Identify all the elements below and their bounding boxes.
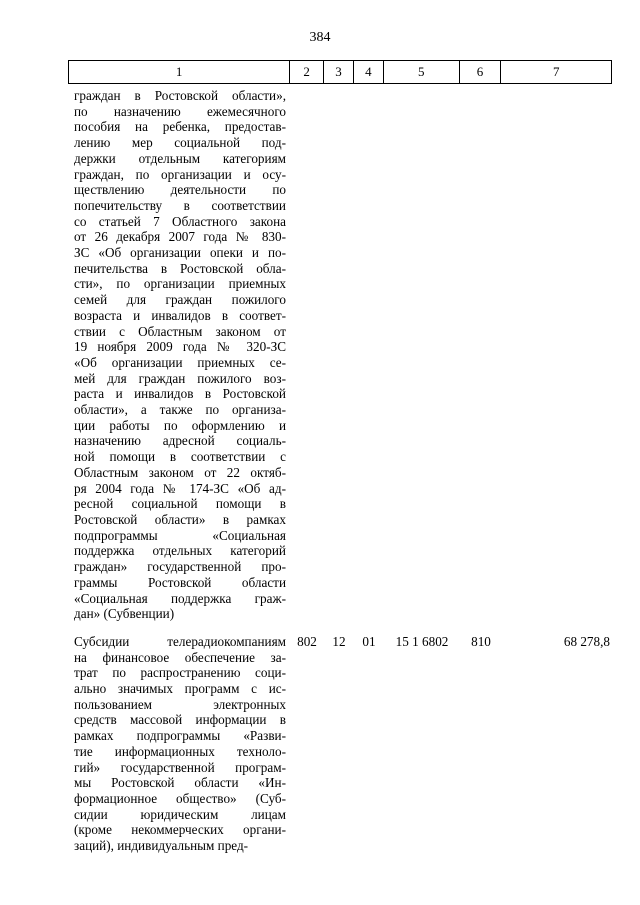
cell-amount: 68 278,8 (563, 633, 610, 649)
description-line: ции работы по оформлению и (74, 417, 286, 433)
description-line: возраста и инвалидов в соответ- (74, 307, 286, 323)
description-line: «Об организации приемных се- (74, 354, 286, 370)
column-header-3: 3 (324, 61, 354, 83)
description-line: по назначению ежемесячного (74, 103, 286, 119)
description-line: Субсидии телерадиокомпаниям (74, 633, 286, 649)
description-line: граждан, по организации и осу- (74, 166, 286, 182)
description-line: 19 ноября 2009 года № 320-ЗС (74, 339, 286, 355)
description-line: средств массовой информации в (74, 712, 286, 728)
description-line: сти», по организации приемных (74, 276, 286, 292)
description-line: рамках подпрограммы «Разви- (74, 728, 286, 744)
description-line: печительства в Ростовской обла- (74, 260, 286, 276)
description-line: держки отдельным категориям (74, 150, 286, 166)
description-line: от 26 декабря 2007 года № 830- (74, 229, 286, 245)
description-line: лению мер социальной под- (74, 135, 286, 151)
description-line: поддержка отдельных категорий (74, 543, 286, 559)
table-row (68, 634, 612, 854)
description-line: мы Ростовской области «Ин- (74, 775, 286, 791)
description-line: сидии юридическим лицам (74, 806, 286, 822)
description-line: формационное общество» (Суб- (74, 790, 286, 806)
cell-ministry-code (290, 88, 324, 622)
page-number: 384 (309, 30, 331, 45)
description-line: Ростовской области» в рамках (74, 511, 286, 527)
description-line: на финансовое обеспечение за- (74, 649, 286, 665)
description-line: ствии с Областным законом от (74, 323, 286, 339)
description-line: тие информационных техноло- (74, 743, 286, 759)
description-line: подпрограммы «Социальная (74, 527, 286, 543)
description-line: граждан в Ростовской области», (74, 88, 286, 103)
description-line: ресной социальной помощи в (74, 496, 286, 512)
table-row (68, 88, 612, 622)
description-line: раста и инвалидов в Ростовской (74, 386, 286, 402)
description-line: пособия на ребенка, предостав- (74, 119, 286, 135)
description-line: граммы Ростовской области (74, 574, 286, 590)
cell-ministry-code: 802 (297, 633, 317, 649)
description-line: мей для граждан пожилого воз- (74, 370, 286, 386)
budget-table (68, 60, 612, 854)
description-line: гий» государственной програм- (74, 759, 286, 775)
description-line: трат по распространению соци- (74, 665, 286, 681)
description-line: попечительству в соответствии (74, 197, 286, 213)
description-line: ря 2004 года № 174-ЗС «Об ад- (74, 480, 286, 496)
description-line: ально значимых программ с ис- (74, 681, 286, 697)
cell-target-article (384, 88, 460, 622)
column-header-2: 2 (290, 61, 324, 83)
description-line: области», а также по организа- (74, 402, 286, 418)
description-line: Областным законом от 22 октяб- (74, 464, 286, 480)
description-line: ЗС «Об организации опеки и по- (74, 245, 286, 261)
description-line: (кроме некоммерческих органи- (74, 822, 286, 838)
description-line: семей для граждан пожилого (74, 292, 286, 308)
cell-expense-type (460, 88, 502, 622)
column-header-7: 7 (552, 64, 560, 79)
column-header-6: 6 (460, 61, 502, 83)
row-description (68, 634, 290, 854)
description-line: пользованием электронных (74, 696, 286, 712)
column-header-5: 5 (384, 61, 460, 83)
column-header-1: 1 (69, 61, 290, 83)
cell-subsection (354, 88, 384, 622)
description-line: заций), индивидуальным пред- (74, 838, 249, 854)
description-line: назначению адресной социаль- (74, 433, 286, 449)
cell-subsection: 01 (362, 633, 376, 649)
cell-amount (502, 88, 612, 622)
description-line: «Социальная поддержка граж- (74, 590, 286, 606)
description-line: ной помощи в соответствии с (74, 449, 286, 465)
cell-section: 12 (332, 633, 346, 649)
description-line: дан» (Субвенции) (74, 606, 175, 622)
cell-target-article: 15 1 6802 (395, 633, 449, 649)
row-description (68, 88, 290, 622)
column-header-4: 4 (354, 61, 384, 83)
cell-section (324, 88, 354, 622)
description-line: ществлению деятельности по (74, 182, 286, 198)
table-header-row (68, 60, 612, 84)
description-line: граждан» государственной про- (74, 559, 286, 575)
cell-expense-type: 810 (471, 633, 491, 649)
description-line: со статьей 7 Областного закона (74, 213, 286, 229)
